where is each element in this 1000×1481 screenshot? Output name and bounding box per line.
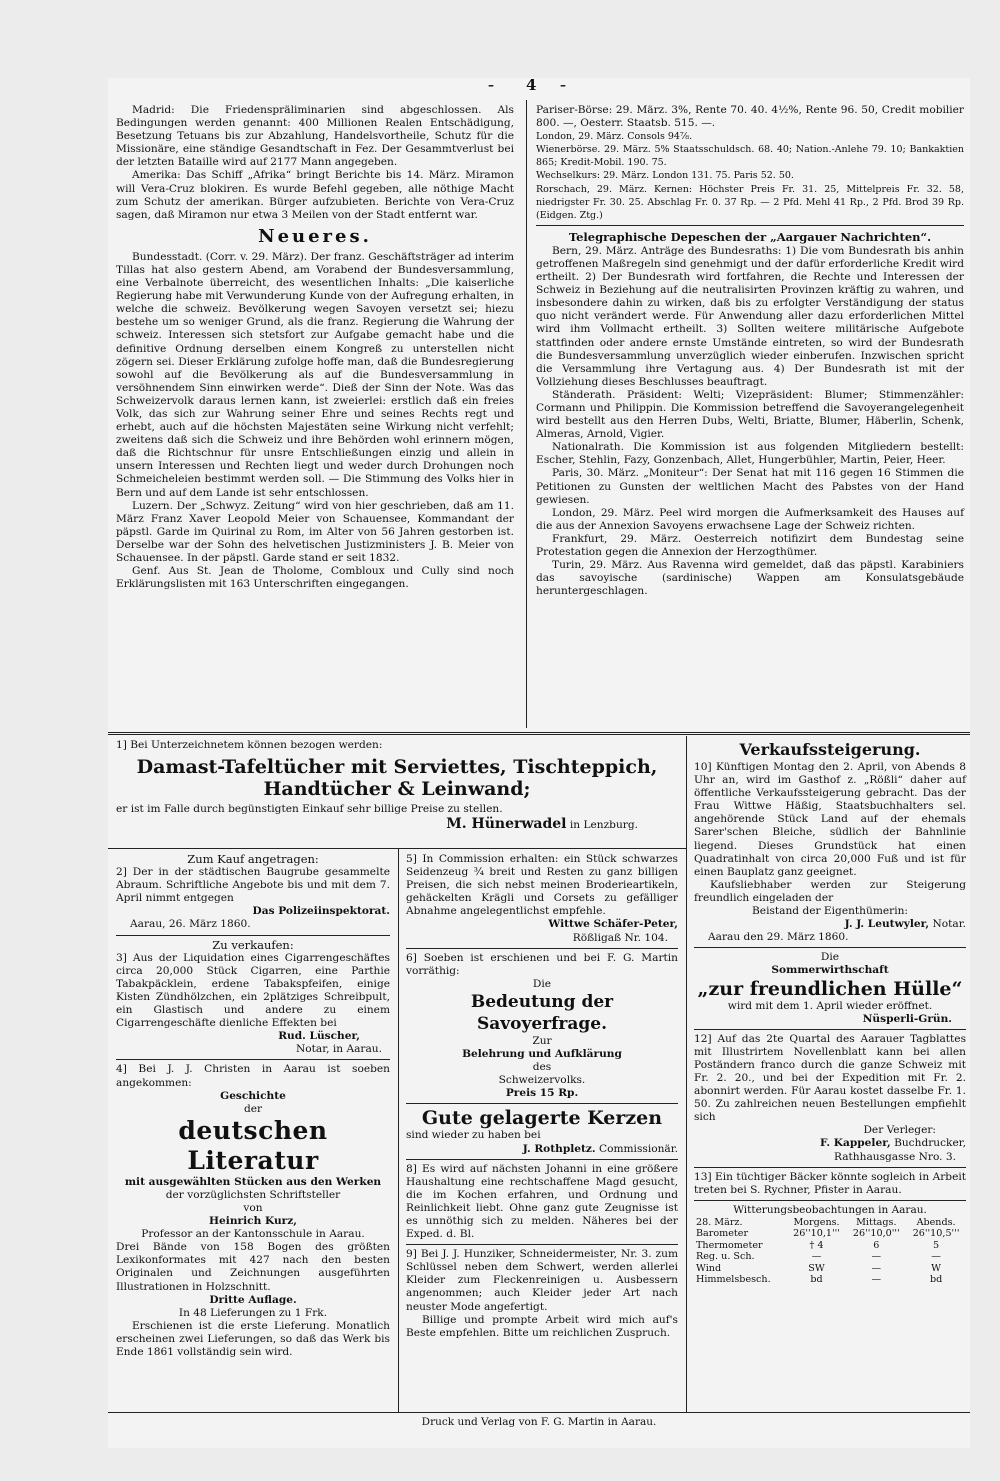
divider	[536, 225, 964, 226]
divider	[694, 1167, 966, 1168]
ad-4-author: Heinrich Kurz,	[209, 1215, 297, 1228]
weather-header-row	[694, 1217, 966, 1229]
ad-10-role: Notar.	[932, 918, 966, 931]
ad-1-line1: Damast-Tafeltücher mit Serviettes, Tischteppich,	[136, 756, 658, 779]
ad-13-text: 13] Ein tüchtiger Bäcker könnte sogleich in Arbeit treten bei S. Rychner, Pfister in Aarau.	[694, 1170, 966, 1196]
news-turin: Turin, 29. März. Aus Ravenna wird gemeldet, daß das päpstl. Karabiniers das savoyische (sardinische) Wappen am Konsulatsgebäude heruntergeschlagen.	[536, 559, 964, 598]
ad-4-title: deutschen Literatur	[178, 1115, 328, 1175]
left-news-column	[116, 104, 514, 591]
weather-cell: —	[811, 1251, 822, 1263]
news-wechsel: Wechselkurs: 29. März. London 131. 75. Paris 52. 50.	[536, 170, 794, 182]
ad-12-signature: F. Kappeler,	[819, 1137, 891, 1150]
weather-row	[694, 1240, 966, 1252]
ad-11-text: wird mit dem 1. April wieder eröffnet.	[727, 999, 933, 1012]
news-bundesstadt: Bundesstadt. (Corr. v. 29. März). Der franz. Geschäftsträger ad interim Tillas hat also gestern Abend, am Vorabend der Bundesversammlung, eine Verbalnote überreicht, des wesentlichen Inhalts: „Die kaiserliche Regierung habe mit Verwunderung Kunde von der Aufregung erhalten, in welche die schweiz. Bevölkerung wegen Savoyen versetzt sei; hiezu bestehe um so weniger Grund, als die franz. Regierung die Wahrung der schweiz. Interessen sich stetsfort zur Aufgabe gemacht habe und die definitive Ordnung derselben einem Kongreß zu unterstellen nicht zögern sei. Dieser Erklärung zufolge hoffe man, daß die Bundesregierung sowohl auf die Bevölkerung als auf die Bundesversammlung in versöhnendem Sinn einwirken werde“. Dieß der Sinn der Note. Was das Schweizervolk daraus lernen kann, ist zweierlei: erstlich daß ein freies Volk, das sich zur Wahrung seiner Ehre und seines Rechts regt und erhebt, auch auf die höchsten Majestäten seine Wirkung nicht verfehlt; zweitens daß sich die Schweiz und ihre Behörden wohl erinnern mögen, daß die Richtschnur für unsre Entschließungen einzig und allein in unsern Interessen und Rechten liegt und weder durch Drohungen noch Schmeicheleien bestimmt werden soll. — Die Stimmung des Volks hier in Bern und auf dem Lande ist sehr entschlossen.	[116, 250, 514, 499]
weather-cell: 5	[933, 1239, 940, 1251]
ad-3-head: Zu verkaufen:	[212, 937, 294, 952]
ad-10-text2: Kaufsliebhaber werden zur Steigerung freundlich eingeladen der	[694, 878, 966, 904]
weather-cell: 26''10,5'''	[912, 1228, 960, 1240]
ad-4-t4: Professor an der Kantonsschule in Aarau.	[141, 1228, 365, 1241]
ad-4-g1: Geschichte	[220, 1089, 286, 1102]
weather-cell: —	[871, 1262, 882, 1274]
ad-1-num: 1]	[116, 739, 127, 751]
ad-3-text: 3] Aus der Liquidation eines Cigarrengeschäftes circa 20,000 Stück Cigarren, eine Parthie Tabakpäcklein, erdene Tabakspfeifen, einige Kisten Zündhölzchen, ein 2plätziges Schreibpult, ein Glastisch und andere zu einem Cigarrengeschäfte dienliche Effekten bei	[116, 951, 390, 1030]
weather-cell: bd	[929, 1274, 943, 1286]
divider	[694, 947, 966, 948]
divider	[406, 948, 678, 949]
ad-7-text: sind wieder zu haben bei	[406, 1129, 541, 1142]
news-boerse: Pariser-Börse: 29. März. 3%, Rente 70. 40. 4½%, Rente 96. 50, Credit mobilier 800. —, Oesterr. Staatsb. 515. —.	[536, 104, 964, 130]
ad-12-sub: Der Verleger:	[863, 1124, 936, 1137]
weather-cell: —	[871, 1274, 882, 1286]
ad-6-z3: des	[532, 1061, 552, 1074]
divider	[108, 848, 686, 849]
ads-middle-column	[406, 853, 678, 1340]
weather-row	[694, 1228, 966, 1240]
divider	[116, 935, 390, 936]
news-paris: Paris, 30. März. „Moniteur“: Der Senat hat mit 116 gegen 16 Stimmen die Petitionen zu Gunsten der weltlichen Macht des Pabstes von der Hand gewiesen.	[536, 467, 964, 506]
weather-cell: —	[871, 1251, 882, 1263]
ad-6-title: Bedeutung der Savoyerfrage.	[470, 991, 614, 1034]
ad-6-price: Preis 15 Rp.	[505, 1087, 579, 1100]
newspaper-page	[108, 78, 970, 1448]
ad-6-z2: Belehrung und Aufklärung	[462, 1048, 622, 1061]
ad-11-die: Die	[820, 951, 840, 964]
ad-2-signature: Das Polizeiinspektorat.	[252, 905, 390, 918]
news-london: London, 29. März. Peel wird morgen die Aufmerksamkeit des Hauses auf die aus der Annexion Savoyens erwachsene Lage der Schweiz richten.	[536, 506, 964, 532]
news-amerika: Amerika: Das Schiff „Afrika“ bringt Berichte bis 14. März. Miramon will Vera-Cruz blokiren. Es wurde Befehl gegeben, alle nöthige Macht zum Schutz der amerikan. Bürger aufzubieten. Berichte von Vera-Cruz sagen, daß Miramon nur etwa 3 Meilen von der Stadt entfernt war.	[116, 169, 514, 221]
ad-1-intro: Bei Unterzeichnetem können bezogen werden:	[130, 739, 383, 751]
ad-6-die: Die	[532, 977, 552, 990]
weather-title: Witterungsbeobachtungen in Aarau.	[733, 1203, 927, 1216]
ad-10-text: 10] Künftigen Montag den 2. April, von Abends 8 Uhr an, wird im Gasthof z. „Rößli“ daher auf öffentliche Verkaufssteigerung gebracht. Das der Frau Wittwe Häßig, Staatsbuchhalters sel. angehörende Stück Land auf der ehemals Sarer'schen Bleiche, südlich der Bahnlinie liegend. Dieses Grundstück hat einen Quadratinhalt von circa 20,000 Fuß und ist für einen Bauplatz ganz geeignet.	[694, 761, 966, 878]
divider	[406, 1244, 678, 1245]
weather-cell: 6	[873, 1239, 880, 1251]
ad-5-text: 5] In Commission erhalten: ein Stück schwarzes Seidenzeug ¾ breit und Resten zu ganz billigen Preisen, die sich nebst meinen Broderieartikeln, gehäckelten Krägli und Corsets zu gefälliger Abnahme angelegentlichst empfehle.	[406, 853, 678, 918]
divider	[694, 1029, 966, 1030]
ad-12-address: Rathhausgasse Nro. 3.	[834, 1150, 956, 1163]
weather-cell: Barometer	[696, 1228, 749, 1240]
column-divider	[526, 100, 527, 728]
ads-separator	[108, 732, 970, 735]
weather-cell: Himmelsbesch.	[696, 1274, 771, 1286]
ad-10-sub: Beistand der Eigenthümerin:	[752, 905, 908, 918]
divider	[116, 1059, 390, 1060]
divider	[406, 1159, 678, 1160]
weather-cell: 26''10,0'''	[852, 1228, 900, 1240]
ad-4-edition: Dritte Auflage.	[209, 1293, 297, 1306]
news-bern: Bern, 29. März. Anträge des Bundesraths: 1) Die vom Bundesrath bis anhin getroffenen Maßregeln sind genehmigt und der dafür erforderliche Kredit wird ertheilt. 2) Der Bundesrath wird fortfahren, die Rechte und Interessen der Schweiz in Beziehung auf die neutralisirten Provinzen kräftig zu wahren, und insbesondere dahin zu wirken, daß bis zu erfolgter Verständigung der status quo nicht verändert werde. Für Anwendung aller dazu erforderlichen Mittel wird ihm Vollmacht ertheilt. 3) Sollten weitere militärische Aufgebote stattfinden oder andere ernste Umstände eintreten, so wird der Bundesrath die Bundesversammlung unverzüglich wieder einberufen. Inzwischen spricht die Versammlung ihre Vertagung aus. 4) Der Bundesrath ist mit der Vollziehung dieses Beschlusses beauftragt.	[536, 244, 964, 388]
ad-2-text: 2] Der in der städtischen Baugrube gesammelte Abraum. Schriftliche Angebote bis und mit dem 7. April nimmt entgegen	[116, 866, 390, 905]
ad-11-signature: Nüsperli-Grün.	[862, 1012, 952, 1025]
ad-4-intro: 4] Bei J. J. Christen in Aarau ist soeben angekommen:	[116, 1063, 390, 1089]
ad-4-t6: In 48 Lieferungen zu 1 Frk.	[178, 1306, 328, 1319]
news-frankfurt: Frankfurt, 29. März. Oesterreich notifizirt dem Bundestag seine Protestation gegen die Annexion der Herzogthümer.	[536, 532, 964, 558]
ads-divider-mid	[398, 848, 399, 1412]
ad-6-z4: Schweizervolks.	[498, 1074, 586, 1087]
ad-7-sub: Commissionär.	[598, 1142, 678, 1155]
ad-10-date: Aarau den 29. März 1860.	[708, 931, 849, 944]
ad-4-t7: Erschienen ist die erste Lieferung. Monatlich erscheinen zwei Lieferungen, so daß das Werk bis Ende 1861 vollständig sein wird.	[116, 1319, 390, 1358]
weather-cell: bd	[810, 1274, 823, 1286]
ads-divider-right	[686, 736, 687, 1412]
news-wien: Wienerbörse. 29. März. 5% Staatsschuldsch. 68. 40; Nation.-Anlehe 79. 10; Bankaktien 865; Kredit-Mobil. 190. 75.	[536, 144, 964, 169]
ad-4-t2: der vorzüglichsten Schriftsteller	[165, 1188, 341, 1201]
page-number: 4	[526, 76, 537, 94]
telegraph-heading: Telegraphische Depeschen der „Aargauer Nachrichten“.	[568, 229, 932, 244]
weather-cell: 26''10,1'''	[793, 1228, 840, 1240]
ad-11-title: „zur freundlichen Hülle“	[697, 977, 963, 1000]
news-madrid: Madrid: Die Friedenspräliminarien sind abgeschlossen. Als Bedingungen werden genannt: 400 Millionen Realen Entschädigung, Besetzung Tetuans bis zur Abzahlung, Handelsvortheile, Schutz für die Missionäre, eine ständige Gesandtschaft in Fez. Der Gesammtverlust bei der letzten Bataille wird auf 2177 Mann angegeben.	[116, 104, 514, 169]
ad-10-signature: J. J. Leutwyler,	[844, 918, 930, 931]
ad-8-text: 8] Es wird auf nächsten Johanni in eine größere Haushaltung eine rechtschaffene Magd gesucht, die im Kochen erfahren, und Ordnung und Reinlichkeit liebt. Ohne ganz gute Zeugnisse ist es unnöthig sich zu melden. Näheres bei der Exped. d. Bl.	[406, 1162, 678, 1241]
news-nationalrath: Nationalrath. Die Kommission ist aus folgenden Mitgliedern bestellt: Escher, Stehlin, Fazy, Gonzenbach, Allet, Hungerbühler, Martin, Peier, Heer.	[536, 441, 964, 467]
ad-9-text2: Billige und prompte Arbeit wird mich auf's Beste empfehlen. Bitte um reichlichen Zuspruch.	[406, 1313, 678, 1339]
ad-1-place: in Lenzburg.	[569, 819, 638, 832]
ad-11-head: Sommerwirthschaft	[771, 964, 889, 977]
ad-7-signature: J. Rothpletz.	[522, 1142, 596, 1155]
ad-6-intro: 6] Soeben ist erschienen und bei F. G. Martin vorräthig:	[406, 951, 678, 977]
ad-3-signature: Rud. Lüscher,	[278, 1030, 360, 1043]
header-dash-left: –	[488, 78, 494, 92]
ad-4-t3: von	[243, 1201, 263, 1214]
ad-1-text: er ist im Falle durch begünstigten Einkauf sehr billige Preise zu stellen.	[116, 803, 503, 816]
ad-2-date: Aarau, 26. März 1860.	[130, 918, 251, 931]
ad-1-signature: M. Hünerwadel	[446, 816, 567, 833]
footer-imprint: Druck und Verlag von F. G. Martin in Aarau.	[421, 1416, 657, 1428]
weather-cell: † 4	[809, 1239, 824, 1251]
ad-10-head: Verkaufssteigerung.	[739, 740, 921, 759]
weather-cell: Wind	[696, 1262, 722, 1274]
header-dash-right: –	[560, 78, 566, 92]
ad-9-text: 9] Bei J. J. Hunziker, Schneidermeister, Nr. 3. zum Schlüssel neben dem Schwert, werden allerlei Kleider zum Fleckenreinigen u. Ausbessern angenommen; auch Kleider jeder Art nach neuster Mode angefertigt.	[406, 1248, 678, 1313]
weather-row	[694, 1263, 966, 1275]
weather-row	[694, 1274, 966, 1286]
weather-table	[694, 1217, 966, 1286]
weather-cell: Reg. u. Sch.	[696, 1251, 755, 1263]
divider	[694, 1200, 966, 1201]
news-luzern: Luzern. Der „Schwyz. Zeitung“ wird von hier geschrieben, daß am 11. März Franz Xaver Leopold Meier von Schauensee, Kommandant der päpstl. Garde im Quirinal zu Rom, im Alter von 56 Jahren gestorben ist. Derselbe war der Sohn des helvetischen Justizministers J. B. Meier von Schauensee. In der päpstl. Garde stand er seit 1832.	[116, 499, 514, 564]
ad-4-t1: mit ausgewählten Stücken aus den Werken	[124, 1175, 382, 1188]
divider	[406, 1103, 678, 1104]
weather-cell: —	[931, 1251, 941, 1263]
ads-left-column	[116, 853, 390, 1359]
news-rorschach: Rorschach, 29. März. Kernen: Höchster Preis Fr. 31. 25, Mittelpreis Fr. 32. 58, niedrigster Fr. 30. 25. Abschlag Fr. 0. 37 Rp. — 2 Pfd. Mehl 41 Rp., 2 Pfd. Brod 39 Rp. (Eidgen. Ztg.)	[536, 183, 964, 221]
news-genf: Genf. Aus St. Jean de Tholome, Combloux und Cully sind noch Erklärungslisten mit 163 Unterschriften eingegangen.	[116, 565, 514, 591]
weather-header-cell: Abends.	[916, 1216, 956, 1228]
ad-1-damast	[116, 739, 678, 832]
weather-cell: Thermometer	[696, 1239, 763, 1251]
ad-5-signature: Wittwe Schäfer-Peter,	[548, 918, 678, 931]
ad-7-title: Gute gelagerte Kerzen	[421, 1107, 663, 1130]
section-heading-neueres: Neueres.	[258, 225, 372, 247]
ad-6-z1: Zur	[532, 1034, 552, 1047]
page-header	[108, 78, 970, 96]
footer-rule	[108, 1412, 970, 1413]
weather-cell: W	[931, 1262, 942, 1274]
right-news-column	[536, 104, 964, 598]
ad-2-head: Zum Kauf angetragen:	[187, 852, 319, 866]
ad-12-text: 12] Auf das 2te Quartal des Aarauer Tagblattes mit Illustrirtem Novellenblatt kann bei allen Poständern franco durch die ganze Schweiz mit Fr. 2. 20., und bei der Expedition mit Fr. 2. abonnirt werden. Für Aarau kostet dasselbe Fr. 1. 50. Zu zahlreichen neuen Bestellungen empfiehlt sich	[694, 1032, 966, 1124]
weather-header-cell: Morgens.	[793, 1216, 840, 1228]
ad-5-address: Rößligaß Nr. 104.	[572, 931, 668, 944]
ad-12-role: Buchdrucker,	[894, 1137, 966, 1150]
weather-header-cell: Mittags.	[856, 1216, 897, 1228]
ad-4-t5: Drei Bände von 158 Bogen des größten Lexikonformates mit 427 nach den besten Originalen und Zeichnungen ausgeführten Illustrationen in Holzschnitt.	[116, 1241, 390, 1293]
ads-right-column	[694, 739, 966, 1286]
news-london-consols: London, 29. März. Consols 94⅞.	[536, 131, 693, 143]
weather-row	[694, 1251, 966, 1263]
news-staenderath: Ständerath. Präsident: Welti; Vizepräsident: Blumer; Stimmenzähler: Cormann und Philippin. Die Kommission betreffend die Savoyerangelegenheit wird bestellt aus den Herren Dubs, Welti, Briatte, Blumer, Häberlin, Schenk, Almeras, Arnold, Vigier.	[536, 388, 964, 441]
ad-3-sub: Notar, in Aarau.	[296, 1043, 382, 1056]
ad-1-line2: Handtücher & Leinwand;	[263, 778, 531, 801]
weather-cell: SW	[808, 1262, 825, 1274]
weather-header-cell: 28. März.	[696, 1216, 743, 1228]
ad-4-g2: der	[243, 1102, 263, 1115]
